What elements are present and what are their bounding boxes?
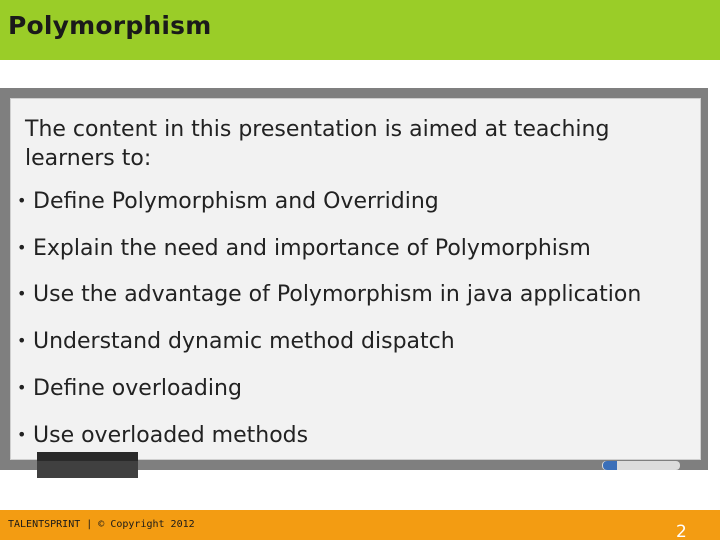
bullet-text: Define overloading xyxy=(33,376,242,401)
bullet-item xyxy=(17,421,308,450)
page-number: 2 xyxy=(676,522,687,542)
bullet-text: Explain the need and importance of Polymorphism xyxy=(33,236,591,261)
bullet-text: Understand dynamic method dispatch xyxy=(33,329,455,354)
bullet-dot: • xyxy=(17,238,27,257)
bullet-item xyxy=(17,280,641,309)
slide-title: Polymorphism xyxy=(8,11,212,40)
bullet-item xyxy=(17,327,455,356)
bullet-dot: • xyxy=(17,284,27,303)
chalk-tip-icon xyxy=(603,461,617,470)
bullet-text: Use the advantage of Polymorphism in java application xyxy=(33,282,642,307)
bullet-dot: • xyxy=(17,191,27,210)
footer-bar xyxy=(0,510,720,540)
whiteboard-frame xyxy=(0,88,708,470)
bullet-item xyxy=(17,234,591,263)
intro-text: The content in this presentation is aimed at teaching learners to: xyxy=(25,117,610,171)
copyright-text: TALENTSPRINT | © Copyright 2012 xyxy=(8,519,195,530)
eraser-icon xyxy=(37,452,138,478)
bullet-text: Use overloaded methods xyxy=(33,423,309,448)
bullet-text: Define Polymorphism and Overriding xyxy=(33,189,439,214)
bullet-dot: • xyxy=(17,425,27,444)
whiteboard-surface xyxy=(10,98,701,460)
bullet-item xyxy=(17,187,439,216)
bullet-dot: • xyxy=(17,331,27,350)
bullet-dot: • xyxy=(17,378,27,397)
bullet-item xyxy=(17,374,242,403)
title-bar xyxy=(0,0,720,60)
